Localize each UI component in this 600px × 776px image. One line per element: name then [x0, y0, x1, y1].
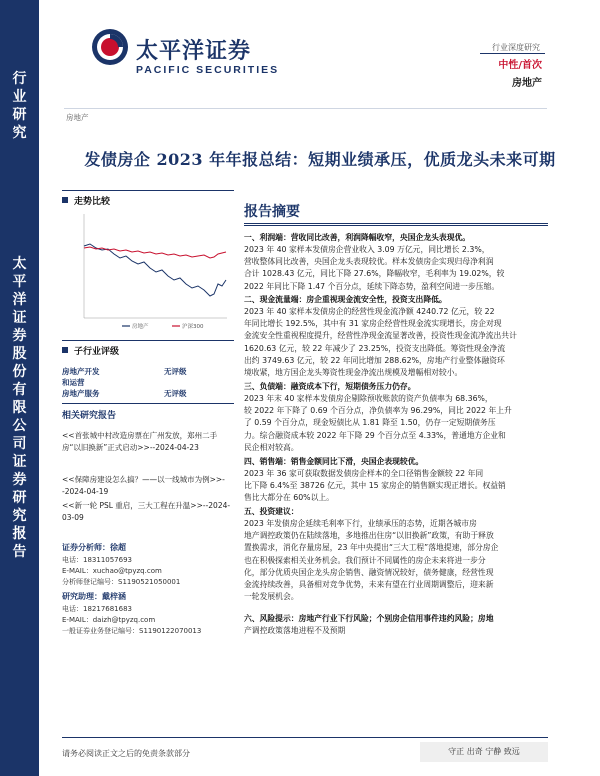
- vertical-char: 洋: [12, 292, 27, 308]
- industry-rating: 中性/首次: [498, 60, 542, 71]
- paragraph-line: 了 0.59 个百分点，现金短债比从 1.81 降至 1.50，仍存一定短期债务压: [244, 418, 496, 428]
- vertical-label-company: [0, 255, 39, 561]
- summary-title: 报告摘要: [244, 204, 300, 220]
- vertical-char: 券: [12, 328, 27, 344]
- related-reports-title: 相关研究报告: [62, 411, 117, 421]
- vertical-char: 行: [12, 71, 27, 87]
- vertical-char: 股: [12, 346, 27, 362]
- vertical-char: 司: [12, 436, 27, 452]
- company-logo-icon: [91, 28, 129, 66]
- section-4-body: [244, 468, 548, 505]
- vertical-char: 有: [12, 382, 27, 398]
- trend-chart: [62, 206, 234, 334]
- vertical-char: 业: [12, 89, 27, 105]
- researcher-email[interactable]: E-MAIL：daizh@tpyzq.com: [62, 616, 156, 624]
- vertical-char: 究: [12, 508, 27, 524]
- paragraph-line: 比下降 6.4%至 38726 亿元，其中 15 家房企的销售额实现正增长。权益销: [244, 481, 506, 491]
- section-3-heading: 三、负债端：融资成本下行，短期债务压力仍存。: [244, 382, 416, 391]
- paragraph-line: 地产调控政策仍在陆续落地，多地推出住房“以旧换新”政策，有助于释放: [244, 531, 494, 541]
- section-5-body: [244, 518, 548, 603]
- legend-label-property: 房地产: [132, 324, 149, 330]
- vertical-char: 证: [12, 454, 27, 470]
- report-type: 行业深度研究: [492, 43, 540, 52]
- vertical-char: 券: [12, 472, 27, 488]
- section-2-body: [244, 306, 548, 379]
- paragraph-line: 民企相对较高。: [244, 442, 299, 452]
- sidebar-rule: [62, 403, 234, 404]
- vertical-char: 证: [12, 310, 27, 326]
- section-marker-icon: [62, 197, 68, 203]
- vertical-char: 研: [12, 490, 27, 506]
- series-line-index: [84, 247, 226, 258]
- paragraph-line: 一轮发展机会。: [244, 592, 299, 602]
- paragraph-line: 金流持续改善，具备相对竞争优势，未来有望在行业周期调整后，迎来新: [244, 580, 494, 590]
- related-report-link[interactable]: <<新一轮 PSL 重启，三大工程在升温>>--2024-03-09: [62, 501, 231, 522]
- company-name-en: PACIFIC SECURITIES: [136, 64, 280, 76]
- footer-motto: 守正 出奇 宁静 致远: [420, 742, 548, 762]
- footer-rule: [62, 737, 548, 738]
- researcher-phone: 电话：18217681683: [62, 605, 132, 613]
- rating-value: 无评级: [164, 367, 187, 376]
- paragraph-line: 2023 年 40 家样本发债房企的经营性现金流净额 4240.72 亿元，较 22: [244, 307, 495, 316]
- header-rule: [64, 108, 547, 109]
- sidebar-rule: [62, 340, 234, 341]
- trend-title-text: 走势比较: [74, 197, 111, 207]
- company-name-cn: 太平洋证券: [136, 39, 252, 64]
- related-report-link[interactable]: <<首张城中村改造房票在广州发放，郑州二手房“以旧换新”正式启动>>--2024-04-23: [62, 431, 218, 452]
- paragraph-line: 较 2022 年下降了 0.69 个百分点，净负债率为 96.29%，同比 2022 年上升: [244, 406, 512, 416]
- vertical-char: 份: [12, 364, 27, 380]
- section-6-heading: 六、风险提示：房地产行业下行风险；个别房企信用事件违约风险；房地: [244, 614, 494, 623]
- summary-rule: [244, 225, 548, 226]
- rating-name: 房地产服务: [62, 389, 100, 398]
- rating-row: [62, 366, 234, 377]
- paragraph-line: 境收紧，地方国企龙头筹资性现金净流出规模及增幅相对较小。: [244, 368, 463, 378]
- vertical-char: 告: [12, 544, 27, 560]
- paragraph-line: 也在积极探索相关业务机会。我们预计不同属性的房企未来将进一步分: [244, 555, 486, 565]
- sub-rating-title-text: 子行业评级: [74, 347, 120, 357]
- paragraph-line: 2023 年末 40 家样本发债房企剔除预收账款的资产负债率为 68.36%，: [244, 394, 493, 403]
- analyst-reg-number: 分析师登记编号：S1190521050001: [62, 578, 181, 586]
- section-marker-icon: [62, 347, 68, 353]
- paragraph-line: 年同比增长 192.5%，其中有 31 家房企经营性现金流实现增长，房企对现: [244, 319, 502, 329]
- series-line-property: [84, 244, 226, 296]
- rating-row: [62, 388, 234, 399]
- paragraph-line: 1620.63 亿元，较 22 年减少了 23.25%，投资支出降低。筹资性现金净流: [244, 343, 506, 353]
- paragraph-line: 售比大都分在 60%以上。: [244, 493, 334, 503]
- paragraph-line: 合计 1028.43 亿元，同比下降 27.6%，降幅收窄，毛利率为 19.02%，较: [244, 269, 505, 279]
- sidebar-rule: [62, 190, 234, 191]
- vertical-char: 限: [12, 400, 27, 416]
- section-6-body: [244, 625, 548, 637]
- analyst-title: 证券分析师：徐超: [62, 543, 126, 552]
- rating-value: 无评级: [164, 389, 187, 398]
- section-4-heading: 四、销售端：销售金额同比下滑，央国企表现较优。: [244, 457, 424, 466]
- vertical-char: 平: [12, 274, 27, 290]
- section-1-body: [244, 244, 548, 293]
- section-3-body: [244, 393, 548, 454]
- paragraph-line: 力。综合融资成本较 2022 年下降 29 个百分点至 4.33%，普通地方企业和: [244, 430, 506, 440]
- header-divider: [480, 53, 545, 54]
- paragraph-line: 2023 年发债房企延续毛利率下行，业绩承压的态势，近期各城市房: [244, 519, 477, 528]
- researcher-reg-number: 一般证券业务登记编号：S1190122070013: [62, 627, 202, 635]
- vertical-char: 太: [12, 256, 27, 272]
- vertical-label-industry-research: [0, 70, 39, 142]
- section-2-heading: 二、现金流量端：房企重视现金流安全性，投资支出降低。: [244, 295, 447, 304]
- paragraph-line: 2022 年同比下降 1.47 个百分点，延续下降态势，盈利空间进一步压缩。: [244, 281, 500, 291]
- paragraph-line: 置换需求，消化存量房屋，23 年中央提出“三大工程”落地提速，部分房企: [244, 543, 499, 553]
- analyst-email[interactable]: E-MAIL：xuchao@tpyzq.com: [62, 567, 162, 575]
- legend-label-index: 沪深300: [182, 324, 204, 330]
- paragraph-line: 2023 年 36 家可获取数据发债房企样本的全口径销售金额较 22 年同: [244, 469, 484, 478]
- report-title: 发债房企 2023 年年报总结：短期业绩承压，优质龙头未来可期: [84, 150, 556, 169]
- vertical-char: 报: [12, 526, 27, 542]
- section-1-heading: 一、利润端：营收同比改善，利润降幅收窄，央国企龙头表现优。: [244, 233, 471, 242]
- sub-rating-title: [62, 344, 119, 357]
- vertical-char: 研: [12, 107, 27, 123]
- section-5-heading: 五、投资建议：: [244, 507, 299, 516]
- paragraph-line: 金流安全性重视程度提升，经营性净现金流显著改善，投资性现金流净流出共计: [244, 331, 517, 341]
- footer-disclaimer: 请务必阅读正文之后的免责条款部分: [62, 749, 190, 758]
- paragraph-line: 化，部分优质央国企龙头房企销售、融资情况较好，债务健康，经营性现: [244, 567, 494, 577]
- rating-name: 和运营: [62, 378, 85, 387]
- rating-name: 房地产开发: [62, 367, 100, 376]
- sector-tag: 房地产: [66, 113, 89, 122]
- paragraph-line: 出约 3749.63 亿元，较 22 年同比增加 288.62%，房地产行业整体融资环: [244, 355, 505, 365]
- researcher-title: 研究助理：戴梓涵: [62, 592, 126, 601]
- industry-name: 房地产: [512, 78, 542, 89]
- analyst-phone: 电话：18311057693: [62, 556, 132, 564]
- rating-row: [62, 377, 234, 388]
- vertical-char: 究: [12, 125, 27, 141]
- paragraph-line: 产调控政策落地进程不及预期: [244, 626, 346, 635]
- summary-rule: [244, 223, 548, 224]
- paragraph-line: 营收整体同比改善，央国企龙头表现较优。样本发债房企实现归母净利润: [244, 257, 494, 267]
- related-report-link[interactable]: <<保障房建设怎么搞？——以一线城市为例>>--2024-04-19: [62, 475, 225, 496]
- vertical-char: 公: [12, 418, 27, 434]
- paragraph-line: 2023 年 40 家样本发债房企营业收入 3.09 万亿元，同比增长 2.3%，: [244, 245, 490, 254]
